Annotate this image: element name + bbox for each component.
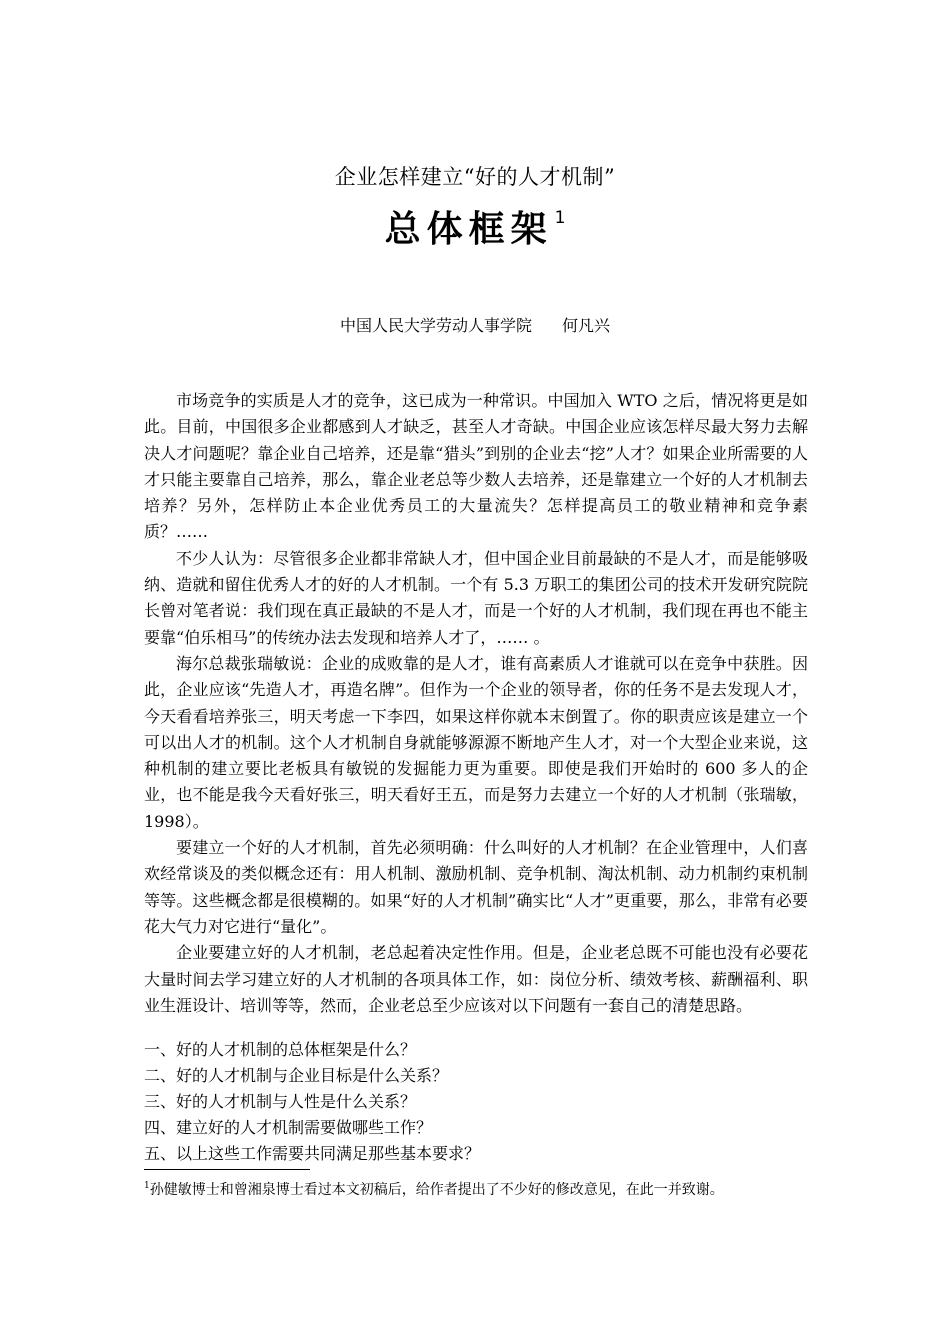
question-item: 二、好的人才机制与企业目标是什么关系？	[144, 1066, 449, 1085]
paragraph: 海尔总裁张瑞敏说：企业的成败靠的是人才，谁有高素质人才谁就可以在竞争中获胜。因此，企业应该“先造人才，再造名牌”。但作为一个企业的领导者，你的任务不是去发现人才，今天看看培养张三，明天考虑一下李四，如果这样你就本末倒置了。你的职责应该是建立一个可以出人才的机制。这个人才机制自身就能够源源不断地产生人才，对一个大型企业来说，这种机制的建立要比老板具有敏锐的发掘能力更为重要。即使是我们开始时的 600 多人的企业，也不能是我今天看好张三，明天看好王五，而是努力去建立一个好的人才机制（张瑞敏，1998）。	[144, 653, 808, 831]
paragraph: 市场竞争的实质是人才的竞争，这已成为一种常识。中国加入 WTO 之后，情况将更是如此。目前，中国很多企业都感到人才缺乏，甚至人才奇缺。中国企业应该怎样尽最大努力去解决人才问题呢？靠企业自己培养，还是靠“猎头”到别的企业去“挖”人才？如果企业所需要的人才只能主要靠自己培养，那么，靠企业老总等少数人去培养，还是靠建立一个好的人才机制去培养？另外，怎样防止本企业优秀员工的大量流失？怎样提高员工的敬业精神和竞争素质？……	[144, 391, 808, 542]
byline	[0, 314, 950, 338]
question-item: 四、建立好的人才机制需要做哪些工作？	[144, 1118, 433, 1137]
question-item: 五、以上这些工作需要共同满足那些基本要求？	[144, 1144, 481, 1163]
footnote-reference[interactable]: 1	[554, 208, 566, 228]
paragraph: 不少人认为：尽管很多企业都非常缺人才，但中国企业目前最缺的不是人才，而是能够吸纳、造就和留住优秀人才的好的人才机制。一个有 5.3 万职工的集团公司的技术开发研究院院长曾对笔者说：我们现在真正最缺的不是人才，而是一个好的人才机制，我们现在再也不能主要靠“伯乐相马”的传统办法去发现和培养人才了，…… 。	[144, 548, 808, 647]
document-title: 企业怎样建立“好的人才机制”	[334, 165, 616, 189]
document-subtitle	[0, 196, 950, 252]
paragraph: 要建立一个好的人才机制，首先必须明确：什么叫好的人才机制？在企业管理中，人们喜欢经常谈及的类似概念还有：用人机制、激励机制、竞争机制、淘汰机制、动力机制约束机制等等。这些概念都是很模糊的。如果“好的人才机制”确实比“人才”更重要，那么，非常有必要花大气力对它进行“量化”。	[144, 838, 808, 936]
paragraph: 企业要建立好的人才机制，老总起着决定性作用。但是，企业老总既不可能也没有必要花大量时间去学习建立好的人才机制的各项具体工作，如：岗位分析、绩效考核、薪酬福利、职业生涯设计、培训等等，然而，企业老总至少应该对以下问题有一套自己的清楚思路。	[144, 943, 808, 1015]
author-affiliation: 中国人民大学劳动人事学院	[339, 316, 532, 335]
subtitle-text: 总体框架	[384, 209, 553, 250]
footnote	[144, 1176, 808, 1200]
author-name: 何凡兴	[562, 316, 611, 335]
question-item: 一、好的人才机制的总体框架是什么？	[144, 1040, 417, 1059]
footnote-mark: 1	[144, 1181, 150, 1191]
question-item: 三、好的人才机制与人性是什么关系？	[144, 1092, 417, 1111]
body-text	[144, 388, 808, 1019]
footnote-text: 孙健敏博士和曾湘泉博士看过本文初稿后，给作者提出了不少好的修改意见，在此一并致谢。	[149, 1182, 724, 1198]
footnote-divider	[144, 1169, 310, 1170]
question-list	[144, 1037, 808, 1167]
